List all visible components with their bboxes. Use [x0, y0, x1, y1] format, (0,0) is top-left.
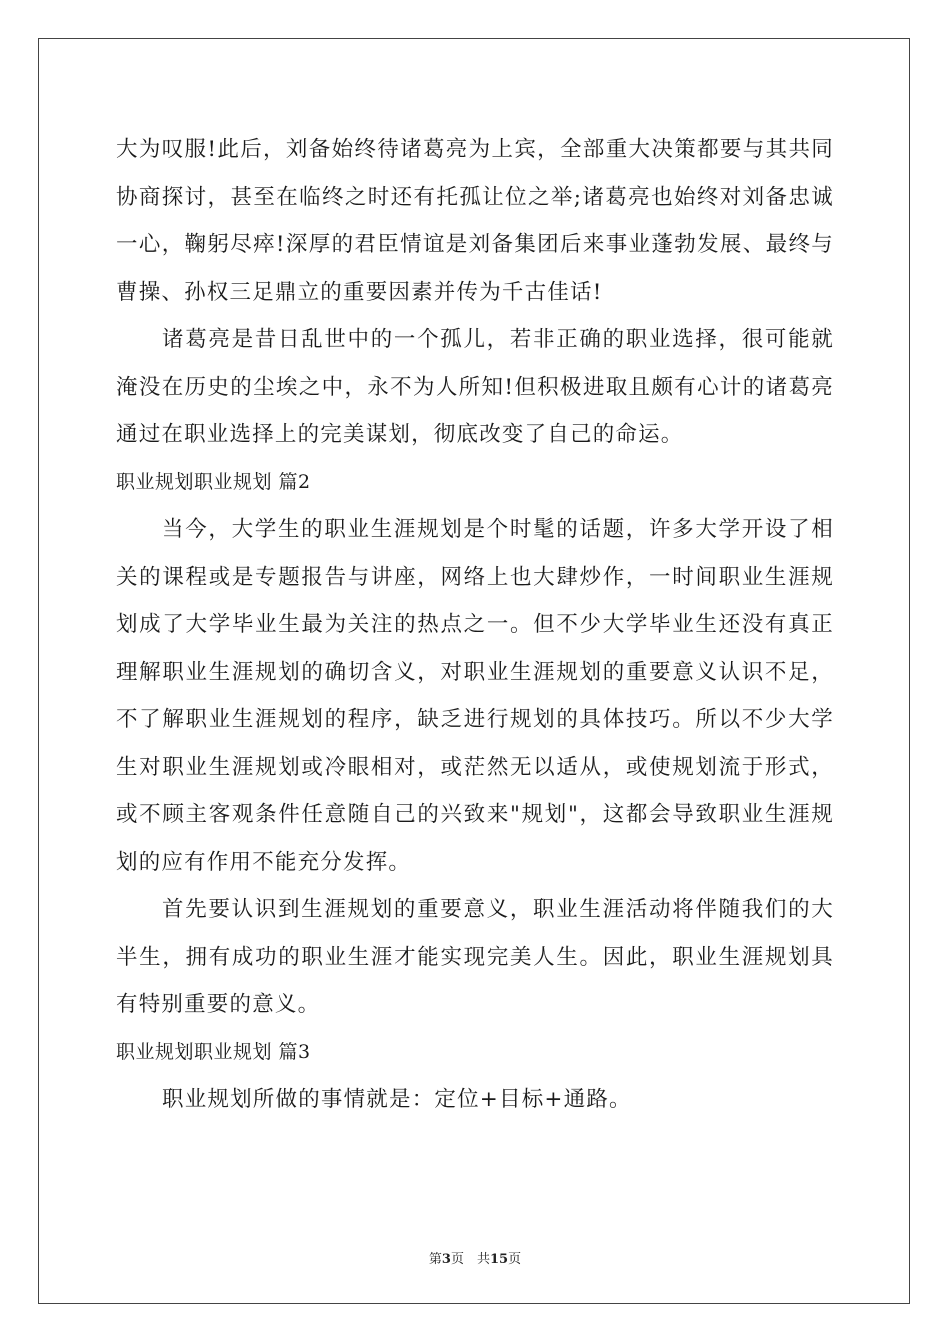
paragraph: 大为叹服!此后，刘备始终待诸葛亮为上宾，全部重大决策都要与其共同协商探讨，甚至在临终之时还有托孤让位之举;诸葛亮也始终对刘备忠诚一心，鞠躬尽瘁!深厚的君臣情谊是刘备集团后来事业蓬勃发展、最终与曹操、孙权三足鼎立的重要因素并传为千古佳话!: [116, 137, 834, 305]
footer-suffix: 页: [508, 1252, 522, 1267]
paragraph: 诸葛亮是昔日乱世中的一个孤儿，若非正确的职业选择，很可能就淹没在历史的尘埃之中，永不为人所知!但积极进取且颇有心计的诸葛亮通过在职业选择上的完美谋划，彻底改变了自己的命运。: [116, 327, 834, 447]
document-body: [116, 126, 834, 1124]
page-footer: [0, 1248, 950, 1267]
paragraph: 职业规划所做的事情就是：定位+目标+通路。: [162, 1087, 632, 1112]
footer-prefix: 第: [428, 1252, 442, 1267]
paragraph: 首先要认识到生涯规划的重要意义，职业生涯活动将伴随我们的大半生，拥有成功的职业生涯才能实现完美人生。因此，职业生涯规划具有特别重要的意义。: [116, 897, 834, 1017]
total-page-count: 15: [489, 1252, 509, 1267]
current-page-number: 3: [441, 1252, 451, 1267]
footer-middle: 页 共: [450, 1252, 490, 1267]
section-heading: 职业规划职业规划 篇3: [116, 1040, 311, 1063]
section-heading: 职业规划职业规划 篇2: [116, 470, 311, 493]
paragraph: 当今，大学生的职业生涯规划是个时髦的话题，许多大学开设了相关的课程或是专题报告与讲座，网络上也大肆炒作，一时间职业生涯规划成了大学毕业生最为关注的热点之一。但不少大学毕业生还没有真正理解职业生涯规划的确切含义，对职业生涯规划的重要意义认识不足，不了解职业生涯规划的程序，缺乏进行规划的具体技巧。所以不少大学生对职业生涯规划或冷眼相对，或茫然无以适从，或使规划流于形式，或不顾主客观条件任意随自己的兴致来"规划"，这都会导致职业生涯规划的应有作用不能充分发挥。: [116, 517, 834, 875]
